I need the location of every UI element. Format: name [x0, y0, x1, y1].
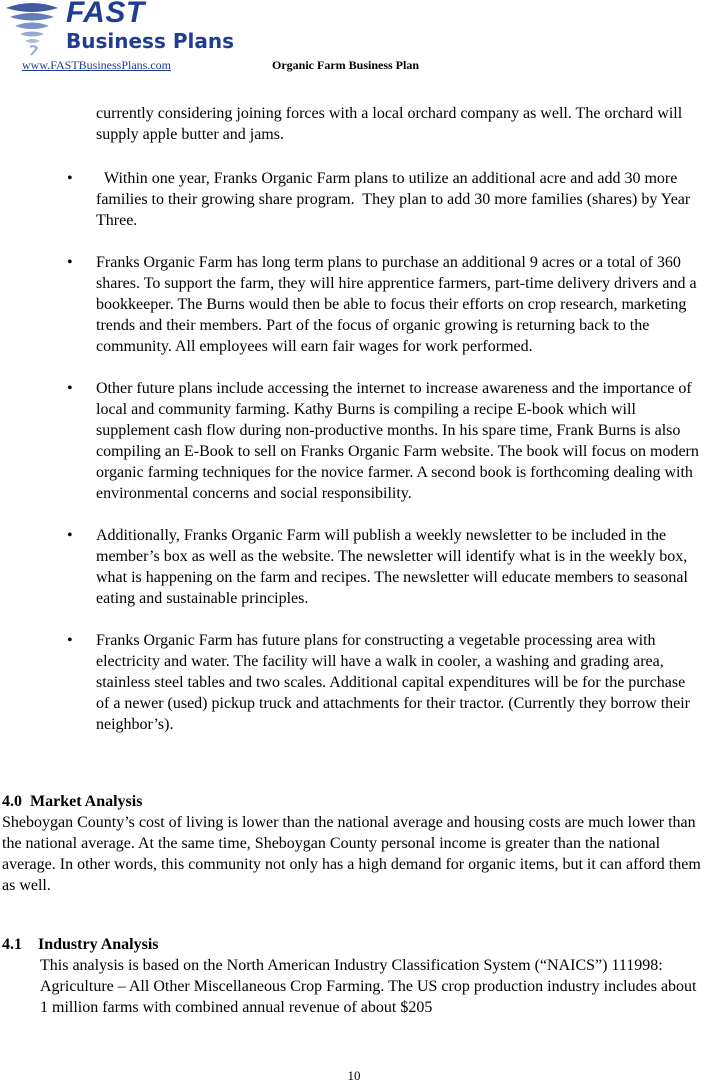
bullet-icon: • — [67, 632, 73, 649]
list-item-text: Additionally, Franks Organic Farm will publish a weekly newsletter to be included in the member’s box as well as the website. The newsletter will identify what is in the weekly box, what is happening on the farm and recipes. The newsletter will educate members to seasonal eating and sustainable principles. — [96, 527, 688, 607]
market-analysis-section — [2, 791, 706, 896]
section-heading: 4.0 Market Analysis — [2, 793, 143, 810]
list-item — [0, 168, 700, 231]
brand-name-bottom: Business Plans — [66, 29, 234, 53]
list-item — [0, 252, 700, 357]
continued-paragraph: currently considering joining forces with a local orchard company as well. The orchard will supply apple butter and jams. — [96, 105, 683, 143]
bullet-icon: • — [67, 170, 73, 187]
brand-logo — [0, 0, 240, 72]
bullet-icon: • — [67, 254, 73, 271]
section-body: Sheboygan County’s cost of living is lower than the national average and housing costs are much lower than the national average. At the same time, Sheboygan County personal income is greater than the national average. In other words, this community not only has a high demand for organic items, but it can afford them as well. — [2, 814, 701, 894]
list-item-text: Other future plans include accessing the internet to increase awareness and the importance of local and community farming. Kathy Burns is compiling a recipe E-book which will supplement cash flow during non-productive months. In his spare time, Frank Burns is also compiling an E-Book to sell on Franks Organic Farm website. The book will focus on modern organic farming techniques for the novice farmer. A second book is forthcoming dealing with environmental concerns and social responsibility. — [96, 380, 699, 502]
tornado-logo-icon — [2, 0, 62, 56]
brand-name-top: FAST — [66, 0, 145, 29]
website-link[interactable]: www.FASTBusinessPlans.com — [22, 58, 172, 72]
list-item-text: Franks Organic Farm has future plans for constructing a vegetable processing area with electricity and water. The facility will have a walk in cooler, a washing and grading area, stainless steel tables and two scales. Additional capital expenditures will be for the purchase of a newer (used) pickup truck and attachments for their tractor. (Currently they borrow their neighbor’s). — [96, 632, 691, 733]
list-item — [0, 378, 700, 504]
list-item-text: Franks Organic Farm has long term plans to purchase an additional 9 acres or a total of 360 shares. To support the farm, they will hire apprentice farmers, part-time delivery drivers and a bookkeeper. The Burns would then be able to focus their efforts on crop research, marketing trends and their members. Part of the focus of organic growing is returning back to the community. All employees will earn fair wages for work performed. — [96, 254, 697, 355]
section-body: This analysis is based on the North American Industry Classification System (“NAICS”) 111998: Agriculture – All Other Miscellaneous Crop Farming. The US crop production industry includes about 1 million farms with combined annual revenue of about $205 — [40, 957, 697, 1016]
list-item — [0, 630, 700, 735]
bullet-icon: • — [67, 380, 73, 397]
bullet-icon: • — [67, 527, 73, 544]
list-item — [0, 525, 700, 609]
list-item-text: Within one year, Franks Organic Farm plans to utilize an additional acre and add 30 more families to their growing share program. They plan to add 30 more families (shares) by Year Three. — [96, 170, 694, 229]
section-heading: 4.1 Industry Analysis — [2, 936, 159, 953]
industry-analysis-section — [2, 934, 706, 1018]
future-plans-list — [0, 168, 708, 756]
document-title: Organic Farm Business Plan — [272, 58, 420, 72]
page-number: 10 — [347, 1068, 361, 1083]
